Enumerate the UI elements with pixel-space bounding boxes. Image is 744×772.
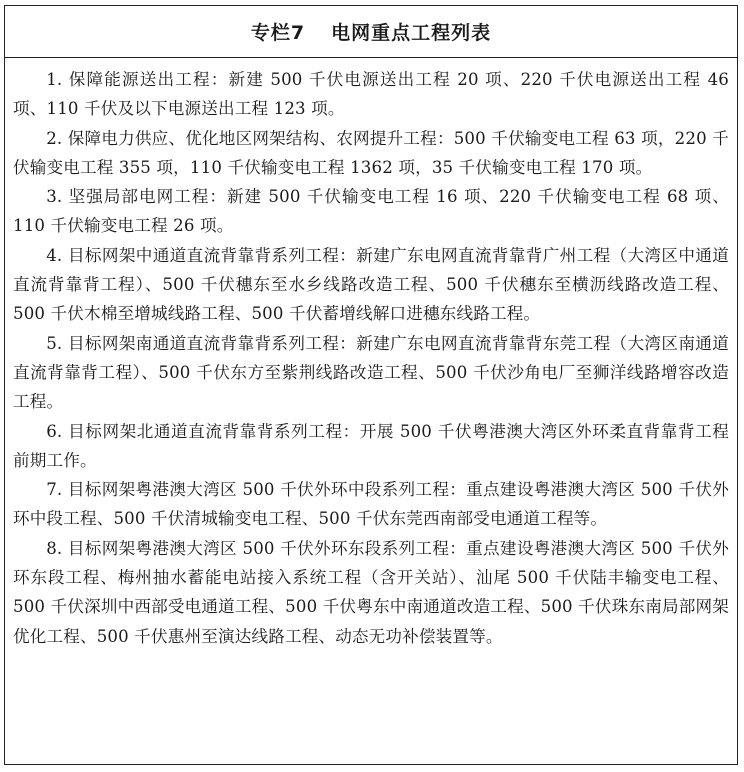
list-item: 6. 目标网架北通道直流背靠背系列工程：开展 500 千伏粤港澳大湾区外环柔直背靠背工程前期工作。 (13, 421, 729, 470)
list-item: 7. 目标网架粤港澳大湾区 500 千伏外环中段系列工程：重点建设粤港澳大湾区 500 千伏外环中段工程、500 千伏清城输变电工程、500 千伏东莞西南部受电通道工程等。 (13, 480, 729, 529)
list-item: 3. 坚强局部电网工程：新建 500 千伏输变电工程 16 项、220 千伏输变电工程 68 项、110 千伏输变电工程 26 项。 (13, 187, 729, 236)
list-item: 5. 目标网架南通道直流背靠背系列工程：新建广东电网直流背靠背东莞工程（大湾区南通道直流背靠背工程）、500 千伏东方至紫荆线路改造工程、500 千伏沙角电厂至狮洋线路增容改造工程。 (13, 333, 729, 412)
list-item: 8. 目标网架粤港澳大湾区 500 千伏外环东段系列工程：重点建设粤港澳大湾区 500 千伏外环东段工程、梅州抽水蓄能电站接入系统工程（含开关站）、汕尾 500 千伏陆丰输变电工程、500 千伏深圳中西部受电通道工程、500 千伏粤东中南通道改造工程、500 千伏珠东南局部网架优化工程、500 千伏惠州至演达线路工程、动态无功补偿装置等。 (13, 538, 729, 646)
box-title-text: 电网重点工程列表 (331, 22, 492, 44)
box-title-label: 专栏7 (250, 22, 306, 44)
box-header (5, 6, 737, 58)
box-title (251, 18, 491, 45)
list-item: 1. 保障能源送出工程：新建 500 千伏电源送出工程 20 项、220 千伏电源送出工程 46 项、110 千伏及以下电源送出工程 123 项。 (13, 70, 729, 119)
list-item: 4. 目标网架中通道直流背靠背系列工程：新建广东电网直流背靠背广州工程（大湾区中通道直流背靠背工程）、500 千伏穗东至水乡线路改造工程、500 千伏穗东至横沥线路改造工程、500 千伏木棉至增城线路工程、500 千伏蓄增线解口进穗东线路工程。 (13, 245, 729, 324)
column-box (4, 5, 738, 765)
list-item: 2. 保障电力供应、优化地区网架结构、农网提升工程：500 千伏输变电工程 63 项，220 千伏输变电工程 355 项，110 千伏输变电工程 1362 项，35 千伏输变电工程 170 项。 (13, 128, 729, 177)
box-content (5, 58, 737, 651)
